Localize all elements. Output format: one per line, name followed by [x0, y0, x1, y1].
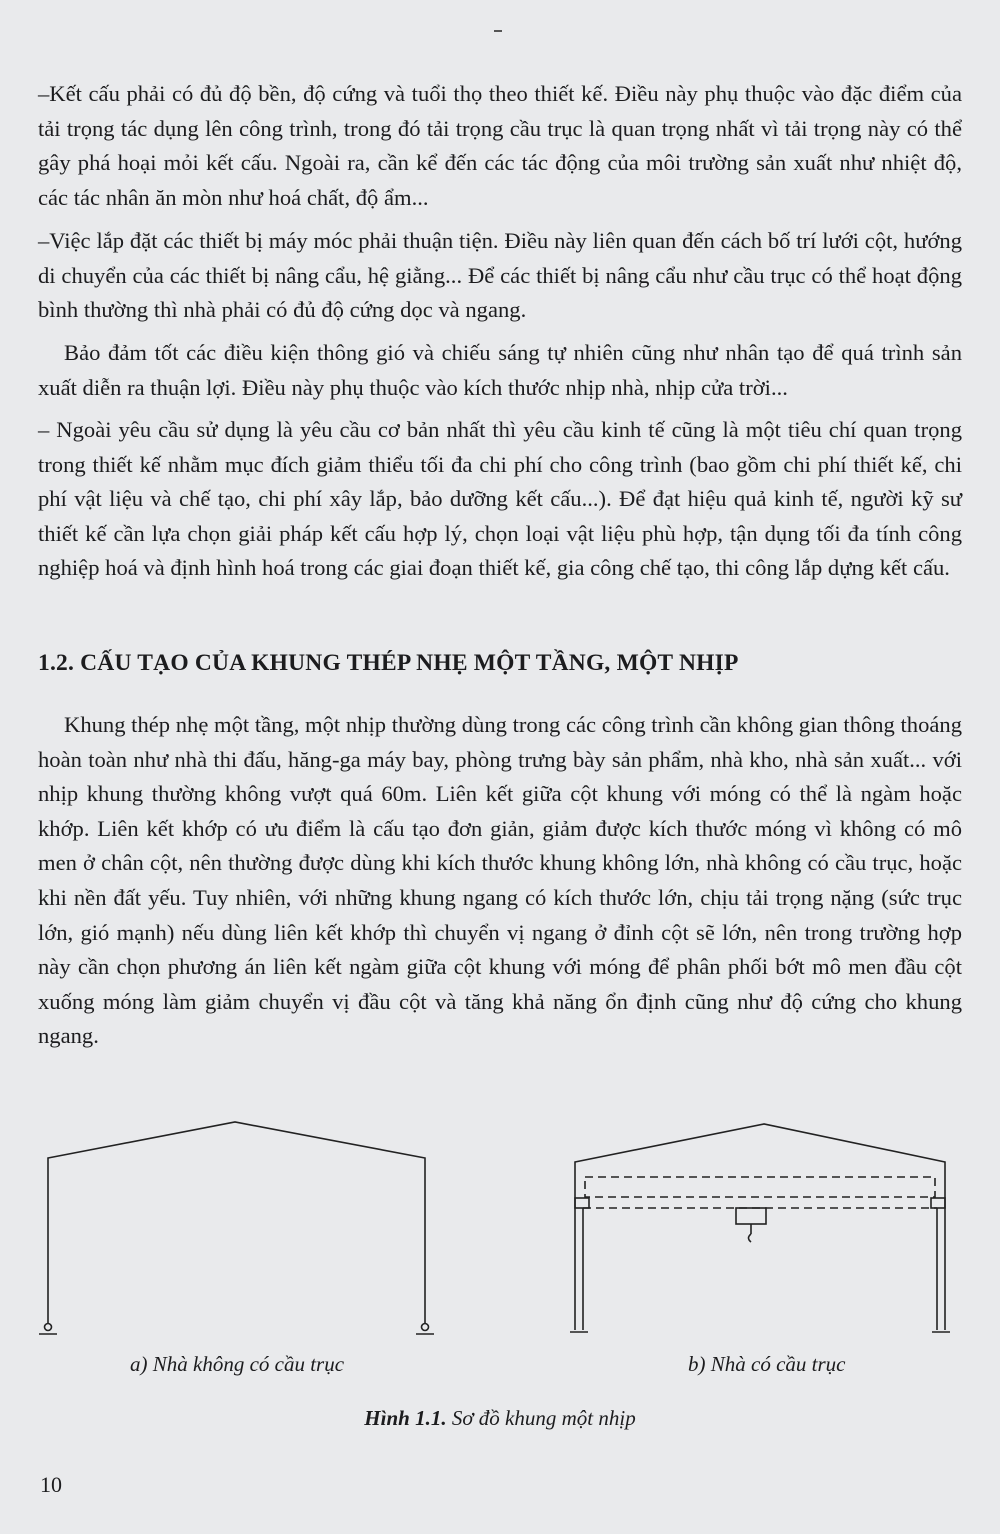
frame-with-crane [570, 1124, 950, 1332]
frame-without-crane [39, 1122, 434, 1334]
section-heading: 1.2. CẤU TẠO CỦA KHUNG THÉP NHẸ MỘT TẦNG, MỘT NHỊP [38, 650, 739, 676]
left-crane-bracket [575, 1198, 589, 1208]
paragraph-structure-requirement: –Kết cấu phải có đủ độ bền, độ cứng và tuổi thọ theo thiết kế. Điều này phụ thuộc vào đặc điểm của tải trọng tác dụng lên công trình, trong đó tải trọng cầu trục là quan trọng nhất vì tải trọng này có thể gây phá hoại mỏi kết cấu. Ngoài ra, cần kể đến các tác động của môi trường sản xuất như nhiệt độ, các tác nhân ăn mòn như hoá chất, độ ẩm... [38, 81, 962, 210]
paragraph-economic-requirement: – Ngoài yêu cầu sử dụng là yêu cầu cơ bản nhất thì yêu cầu kinh tế cũng là một tiêu chí quan trọng trong thiết kế nhằm mục đích giảm thiểu tối đa chi phí cho công trình (bao gồm chi phí thiết kế, chi phí vật liệu và chế tạo, chi phí xây lắp, bảo dưỡng kết cấu...). Để đạt hiệu quả kinh tế, người kỹ sư thiết kế cần lựa chọn giải pháp kết cấu hợp lý, chọn loại vật liệu phù hợp, tận dụng tối đa tính công nghiệp hoá và định hình hoá trong các giai đoạn thiết kế, gia công chế tạo, thi công lắp dựng kết cấu. [38, 417, 962, 581]
paragraph-equipment-installation: –Việc lắp đặt các thiết bị máy móc phải thuận tiện. Điều này liên quan đến cách bố trí lưới cột, hướng di chuyển của các thiết bị nâng cẩu, hệ giằng... Để các thiết bị nâng cẩu như cầu trục có thể hoạt động bình thường thì nhà phải có đủ độ cứng dọc và ngang. [38, 228, 962, 323]
crane-girder [585, 1177, 935, 1197]
frame-a-outline [48, 1122, 425, 1324]
top-mark [494, 30, 502, 32]
page-number: 10 [40, 1472, 62, 1497]
crane-hoist-trolley [736, 1208, 766, 1242]
figure-label: Hình 1.1. [364, 1406, 447, 1430]
right-crane-bracket [931, 1198, 945, 1208]
frame-a-left-pin-support [39, 1324, 57, 1335]
section-body: Khung thép nhẹ một tầng, một nhịp thường dùng trong các công trình cần không gian thông thoáng hoàn toàn như nhà thi đấu, hăng-ga máy bay, phòng trưng bày sản phẩm, nhà kho, nhà sản xuất... với nhịp khung thường không vượt quá 60m. Liên kết giữa cột khung với móng có thể là ngàm hoặc khớp. Liên kết khớp có ưu điểm là cấu tạo đơn giản, giảm được kích thước móng vì không có mô men ở chân cột, nên thường được dùng khi kích thước khung không lớn, nhà không có cầu trục, hoặc khi nền đất yếu. Tuy nhiên, với những khung ngang có kích thước lớn, chịu tải trọng nặng (sức trục lớn, gió mạnh) nếu dùng liên kết khớp thì chuyển vị ngang ở đỉnh cột sẽ lớn, nên trong trường hợp này cần chọn phương án liên kết ngàm giữa cột khung với móng để phân phối bớt mô men đầu cột xuống móng làm giảm chuyển vị đầu cột và tăng khả năng ổn định cũng như độ cứng cho khung ngang. [38, 712, 962, 1049]
figure-caption-b: b) Nhà có cầu trục [688, 1352, 846, 1376]
frame-b-left-column-roof [575, 1124, 945, 1330]
frame-a-right-pin-support [416, 1324, 434, 1335]
figure-caption-a: a) Nhà không có cầu trục [130, 1352, 345, 1376]
paragraph-ventilation-lighting: Bảo đảm tốt các điều kiện thông gió và chiếu sáng tự nhiên cũng như nhân tạo để quá trình sản xuất diễn ra thuận lợi. Điều này phụ thuộc vào kích thước nhịp nhà, nhịp cửa trời... [38, 340, 962, 400]
figure-title-text: Sơ đồ khung một nhịp [451, 1406, 636, 1430]
figure-title [0, 1406, 1000, 1431]
